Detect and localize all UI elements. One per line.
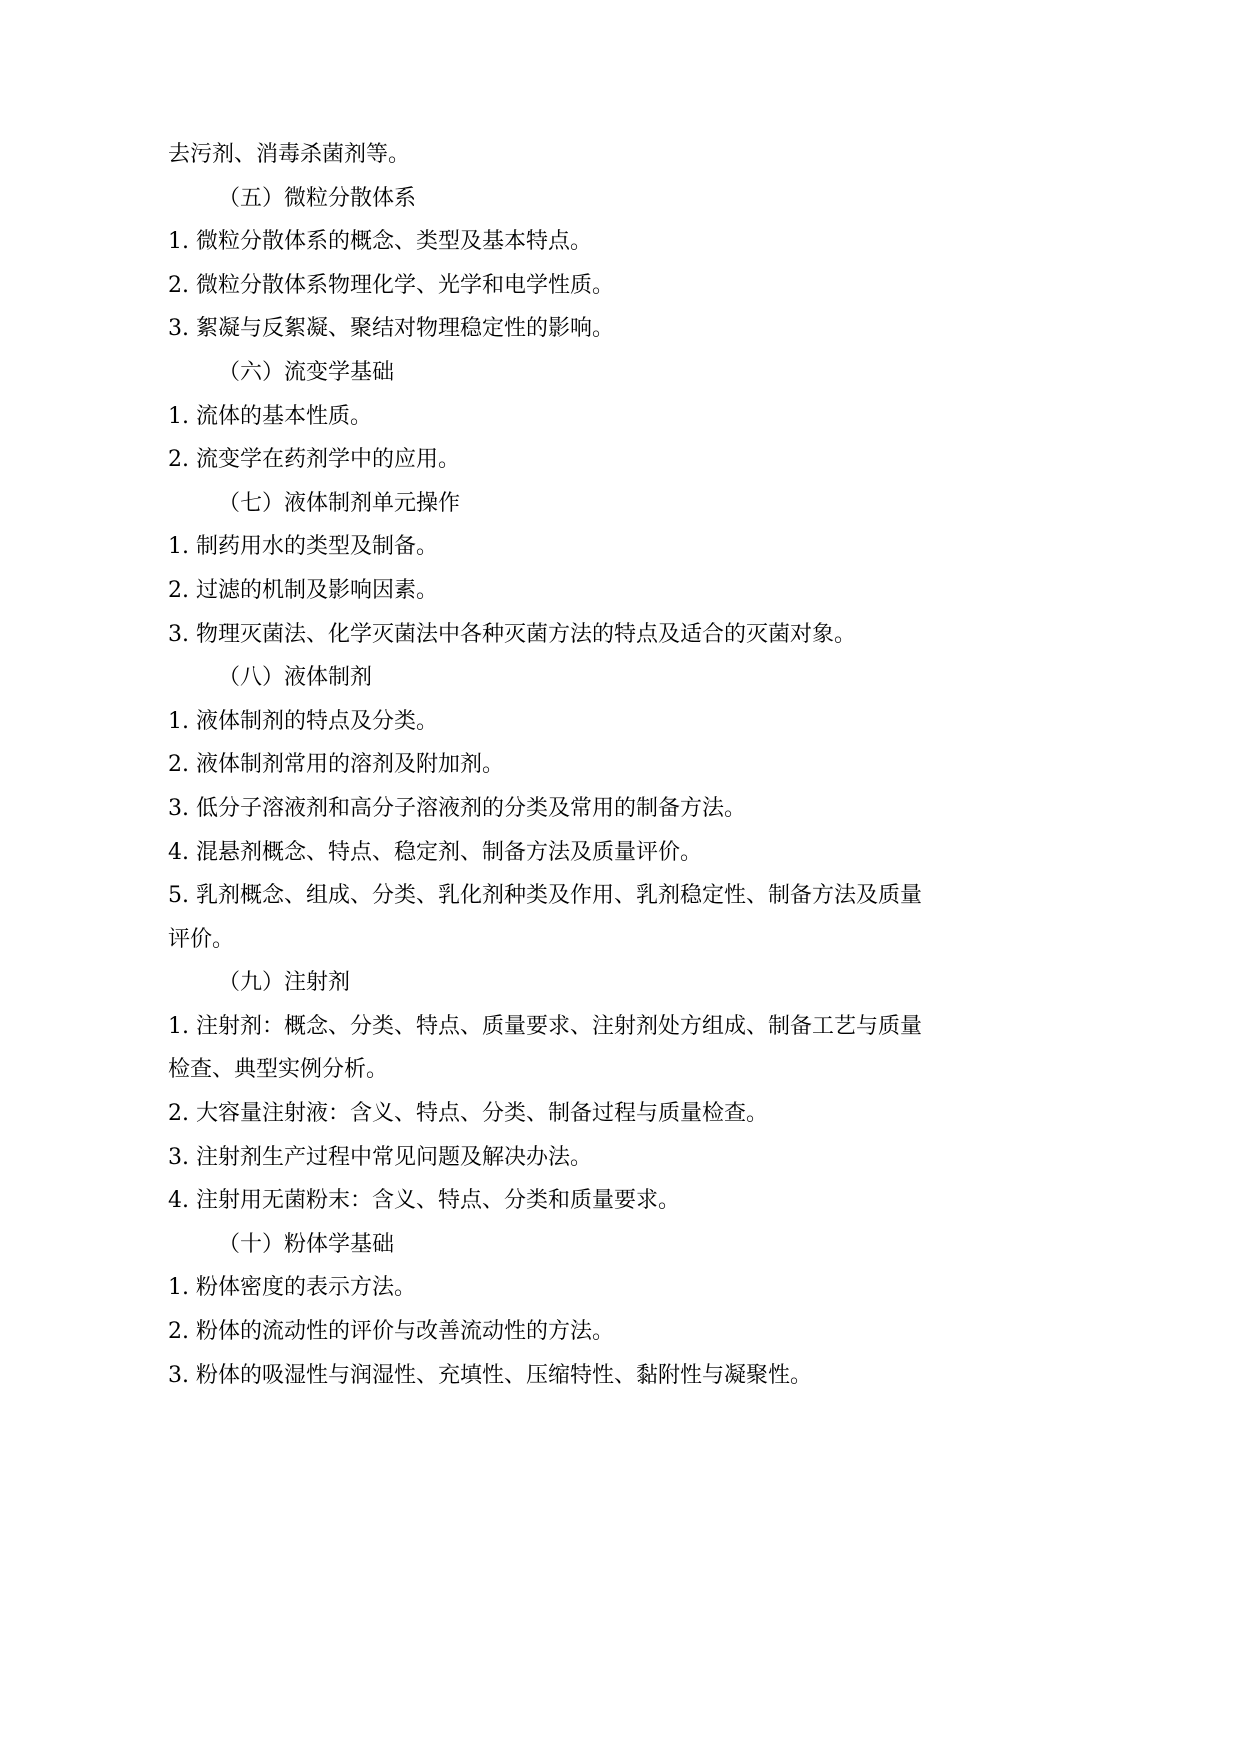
text-line: 2. 液体制剂常用的溶剂及附加剂。	[168, 752, 504, 778]
text-line: 1. 流体的基本性质。	[168, 403, 372, 429]
text-line: 1. 微粒分散体系的概念、类型及基本特点。	[168, 229, 592, 255]
section-heading: （六）流变学基础	[218, 359, 395, 385]
section-heading: （九）注射剂	[218, 970, 351, 996]
text-line: 3. 物理灭菌法、化学灭菌法中各种灭菌方法的特点及适合的灭菌对象。	[168, 621, 856, 647]
text-line: 2. 过滤的机制及影响因素。	[168, 577, 438, 603]
text-line: 评价。	[168, 926, 235, 952]
text-line: 4. 混悬剂概念、特点、稳定剂、制备方法及质量评价。	[168, 839, 702, 865]
section-heading: （七）液体制剂单元操作	[218, 490, 461, 516]
text-line: 3. 注射剂生产过程中常见问题及解决办法。	[168, 1144, 592, 1170]
text-line: 1. 注射剂：概念、分类、特点、质量要求、注射剂处方组成、制备工艺与质量	[168, 1013, 922, 1039]
text-line: 5. 乳剂概念、组成、分类、乳化剂种类及作用、乳剂稳定性、制备方法及质量	[168, 883, 922, 909]
section-heading: （五）微粒分散体系	[218, 185, 417, 211]
text-line: 3. 粉体的吸湿性与润湿性、充填性、压缩特性、黏附性与凝聚性。	[168, 1362, 812, 1388]
text-line: 检查、典型实例分析。	[168, 1057, 389, 1083]
section-heading: （八）液体制剂	[218, 665, 373, 691]
text-line: 1. 制药用水的类型及制备。	[168, 534, 438, 560]
text-line: 1. 液体制剂的特点及分类。	[168, 708, 438, 734]
text-line: 2. 大容量注射液：含义、特点、分类、制备过程与质量检查。	[168, 1101, 768, 1127]
text-line: 4. 注射用无菌粉末：含义、特点、分类和质量要求。	[168, 1188, 680, 1214]
section-heading: （十）粉体学基础	[218, 1231, 395, 1257]
text-line: 1. 粉体密度的表示方法。	[168, 1275, 416, 1301]
text-line: 2. 微粒分散体系物理化学、光学和电学性质。	[168, 272, 614, 298]
text-line: 2. 粉体的流动性的评价与改善流动性的方法。	[168, 1319, 614, 1345]
document-body	[168, 133, 948, 1397]
text-line: 3. 絮凝与反絮凝、聚结对物理稳定性的影响。	[168, 316, 614, 342]
text-line: 去污剂、消毒杀菌剂等。	[168, 142, 411, 167]
text-line: 2. 流变学在药剂学中的应用。	[168, 447, 460, 473]
text-line: 3. 低分子溶液剂和高分子溶液剂的分类及常用的制备方法。	[168, 795, 746, 821]
